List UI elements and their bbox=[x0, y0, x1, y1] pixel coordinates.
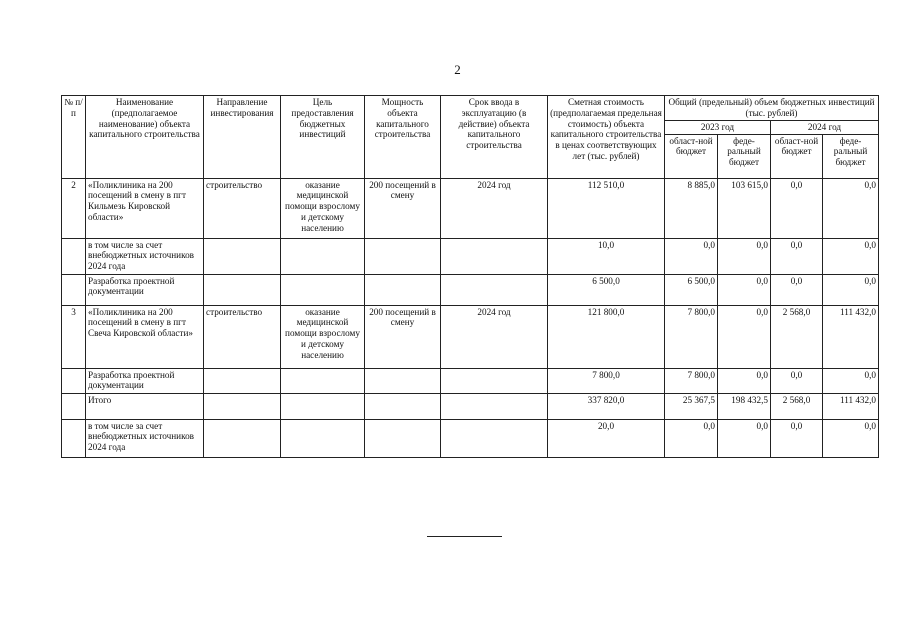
header-regional-2023: област-ной бюджет bbox=[665, 134, 718, 178]
cell-f2024: 111 432,0 bbox=[823, 393, 879, 419]
cell-f2023: 0,0 bbox=[718, 419, 771, 457]
cell-direction bbox=[204, 238, 281, 274]
cell-f2023: 0,0 bbox=[718, 238, 771, 274]
cell-f2024: 0,0 bbox=[823, 419, 879, 457]
cell-r2023: 8 885,0 bbox=[665, 178, 718, 238]
cell-cost: 121 800,0 bbox=[548, 305, 665, 368]
cell-f2024: 0,0 bbox=[823, 238, 879, 274]
cell-purpose bbox=[281, 238, 365, 274]
cell-r2023: 7 800,0 bbox=[665, 305, 718, 368]
table-row bbox=[62, 238, 879, 274]
cell-term bbox=[441, 419, 548, 457]
cell-f2023: 0,0 bbox=[718, 305, 771, 368]
cell-r2024: 0,0 bbox=[771, 274, 823, 305]
cell-cost: 20,0 bbox=[548, 419, 665, 457]
header-year-2024: 2024 год bbox=[771, 120, 879, 134]
table-row bbox=[62, 305, 879, 368]
cell-r2023: 7 800,0 bbox=[665, 368, 718, 393]
table-header bbox=[62, 96, 879, 179]
cell-capacity: 200 посещений в смену bbox=[365, 178, 441, 238]
cell-f2023: 0,0 bbox=[718, 274, 771, 305]
footer-rule bbox=[427, 536, 502, 537]
cell-num bbox=[62, 419, 86, 457]
cell-capacity bbox=[365, 419, 441, 457]
cell-name: в том числе за счет внебюджетных источников 2024 года bbox=[86, 419, 204, 457]
table-row bbox=[62, 393, 879, 419]
cell-f2023: 198 432,5 bbox=[718, 393, 771, 419]
cell-term bbox=[441, 238, 548, 274]
cell-direction bbox=[204, 368, 281, 393]
cell-capacity bbox=[365, 238, 441, 274]
cell-cost: 10,0 bbox=[548, 238, 665, 274]
cell-r2023: 0,0 bbox=[665, 238, 718, 274]
header-federal-2023: феде-ральный бюджет bbox=[718, 134, 771, 178]
cell-cost: 7 800,0 bbox=[548, 368, 665, 393]
cell-cost: 6 500,0 bbox=[548, 274, 665, 305]
cell-r2024: 2 568,0 bbox=[771, 393, 823, 419]
cell-cost: 112 510,0 bbox=[548, 178, 665, 238]
cell-r2024: 0,0 bbox=[771, 178, 823, 238]
cell-term bbox=[441, 274, 548, 305]
cell-direction: строительство bbox=[204, 178, 281, 238]
cell-num bbox=[62, 393, 86, 419]
table-row bbox=[62, 419, 879, 457]
cell-num bbox=[62, 368, 86, 393]
cell-name: Итого bbox=[86, 393, 204, 419]
cell-term bbox=[441, 393, 548, 419]
cell-name: «Поликлиника на 200 посещений в смену в пгт Кильмезь Кировской области» bbox=[86, 178, 204, 238]
cell-purpose: оказание медицинской помощи взрослому и детскому населению bbox=[281, 178, 365, 238]
table-row bbox=[62, 178, 879, 238]
header-purpose: Цель предоставления бюджетных инвестиций bbox=[281, 96, 365, 179]
table-body bbox=[62, 178, 879, 457]
cell-r2024: 2 568,0 bbox=[771, 305, 823, 368]
cell-name: Разработка проектной документации bbox=[86, 274, 204, 305]
cell-cost: 337 820,0 bbox=[548, 393, 665, 419]
cell-purpose: оказание медицинской помощи взрослому и детскому населению bbox=[281, 305, 365, 368]
cell-f2024: 0,0 bbox=[823, 178, 879, 238]
cell-name: «Поликлиника на 200 посещений в смену в пгт Свеча Кировской области» bbox=[86, 305, 204, 368]
cell-r2023: 0,0 bbox=[665, 419, 718, 457]
cell-direction: строительство bbox=[204, 305, 281, 368]
header-total: Общий (предельный) объем бюджетных инвестиций (тыс. рублей) bbox=[665, 96, 879, 121]
header-term: Срок ввода в эксплуатацию (в действие) объекта капитального строительства bbox=[441, 96, 548, 179]
cell-purpose bbox=[281, 274, 365, 305]
cell-direction bbox=[204, 393, 281, 419]
header-name: Наименование (предполагаемое наименование) объекта капитального строительства bbox=[86, 96, 204, 179]
cell-capacity bbox=[365, 393, 441, 419]
cell-capacity bbox=[365, 274, 441, 305]
cell-f2024: 0,0 bbox=[823, 368, 879, 393]
cell-capacity: 200 посещений в смену bbox=[365, 305, 441, 368]
header-federal-2024: феде-ральный бюджет bbox=[823, 134, 879, 178]
cell-capacity bbox=[365, 368, 441, 393]
cell-direction bbox=[204, 419, 281, 457]
cell-direction bbox=[204, 274, 281, 305]
cell-num bbox=[62, 238, 86, 274]
cell-term: 2024 год bbox=[441, 178, 548, 238]
cell-r2023: 25 367,5 bbox=[665, 393, 718, 419]
header-capacity: Мощность объекта капитального строительства bbox=[365, 96, 441, 179]
cell-r2023: 6 500,0 bbox=[665, 274, 718, 305]
cell-num: 2 bbox=[62, 178, 86, 238]
cell-f2023: 103 615,0 bbox=[718, 178, 771, 238]
cell-r2024: 0,0 bbox=[771, 368, 823, 393]
header-year-2023: 2023 год bbox=[665, 120, 771, 134]
table-row bbox=[62, 368, 879, 393]
cell-f2023: 0,0 bbox=[718, 368, 771, 393]
cell-purpose bbox=[281, 419, 365, 457]
header-num: № п/п bbox=[62, 96, 86, 179]
cell-term bbox=[441, 368, 548, 393]
header-regional-2024: област-ной бюджет bbox=[771, 134, 823, 178]
cell-f2024: 111 432,0 bbox=[823, 305, 879, 368]
cell-r2024: 0,0 bbox=[771, 238, 823, 274]
table-row bbox=[62, 274, 879, 305]
header-cost: Сметная стоимость (предполагаемая предельная стоимость) объекта капитального строительства в ценах соответствующих лет (тыс. рублей) bbox=[548, 96, 665, 179]
page-number: 2 bbox=[454, 62, 461, 77]
header-direction: Направление инвестирования bbox=[204, 96, 281, 179]
cell-term: 2024 год bbox=[441, 305, 548, 368]
investment-table bbox=[61, 95, 879, 458]
cell-name: в том числе за счет внебюджетных источников 2024 года bbox=[86, 238, 204, 274]
cell-name: Разработка проектной документации bbox=[86, 368, 204, 393]
cell-purpose bbox=[281, 368, 365, 393]
cell-purpose bbox=[281, 393, 365, 419]
cell-f2024: 0,0 bbox=[823, 274, 879, 305]
cell-num: 3 bbox=[62, 305, 86, 368]
cell-r2024: 0,0 bbox=[771, 419, 823, 457]
cell-num bbox=[62, 274, 86, 305]
